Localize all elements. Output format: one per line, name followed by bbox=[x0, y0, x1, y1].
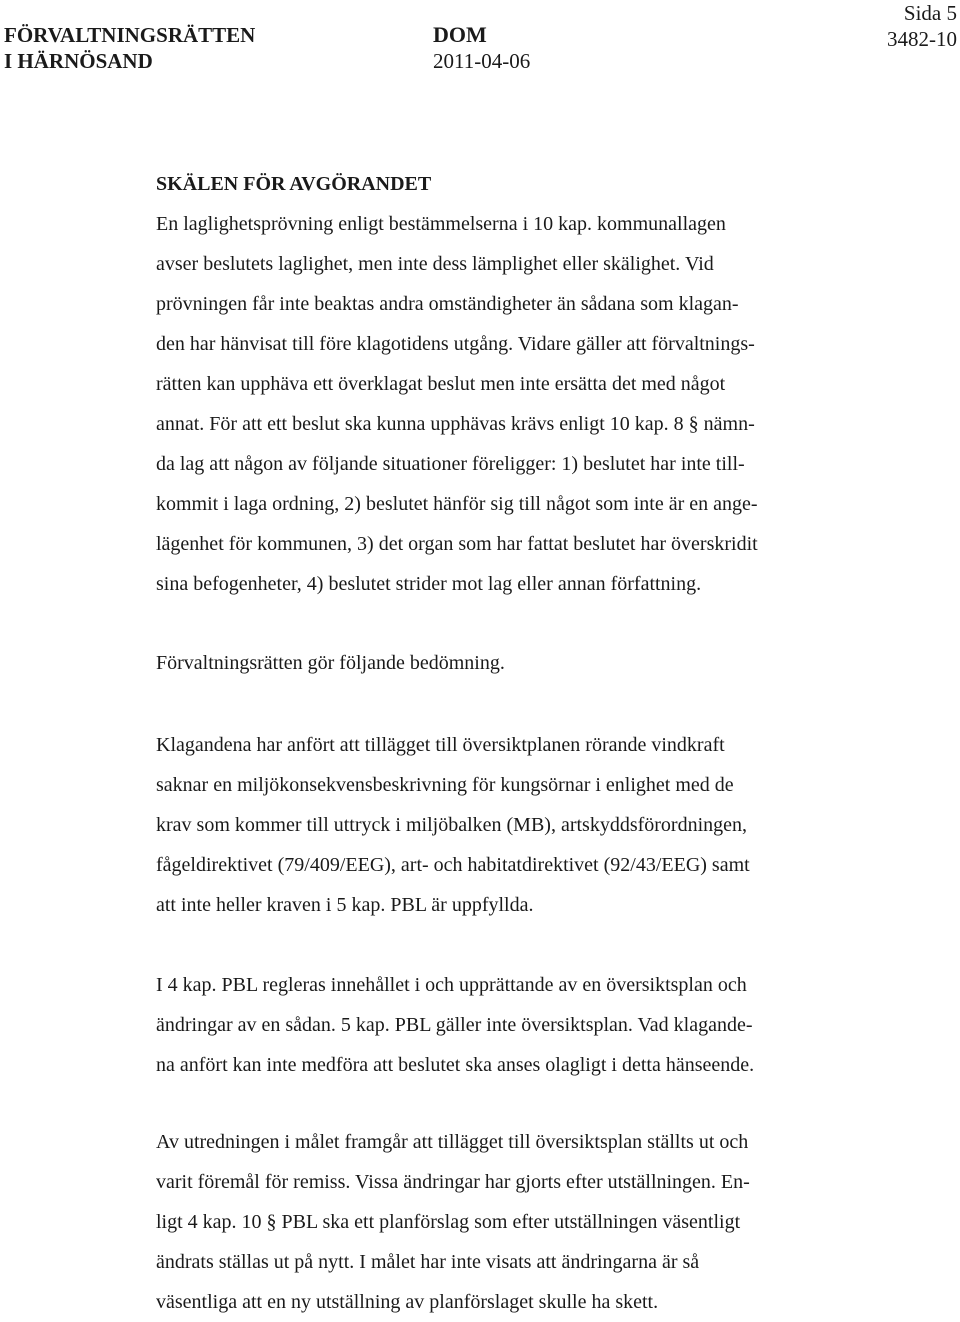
text-line: saknar en miljökonsekvensbeskrivning för kungsörnar i enlighet med de bbox=[156, 774, 734, 796]
text-line: varit föremål för remiss. Vissa ändringar har gjorts efter utställningen. En- bbox=[156, 1171, 750, 1193]
text-line: avser beslutets laglighet, men inte dess lämplighet eller skälighet. Vid bbox=[156, 253, 714, 275]
text-line: krav som kommer till uttryck i miljöbalken (MB), artskyddsförordningen, bbox=[156, 814, 748, 836]
text-line: sina befogenheter, 4) beslutet strider mot lag eller annan författning. bbox=[156, 573, 702, 595]
text-line: I 4 kap. PBL regleras innehållet i och upprättande av en översiktsplan och bbox=[156, 974, 747, 996]
text-line: ändrats ställas ut på nytt. I målet har inte visats att ändringarna är så bbox=[156, 1251, 700, 1273]
text-line: fågeldirektivet (79/409/EEG), art- och habitatdirektivet (92/43/EEG) samt bbox=[156, 854, 750, 876]
text-line: ligt 4 kap. 10 § PBL ska ett planförslag som efter utställningen väsentligt bbox=[156, 1211, 741, 1233]
text-line: Förvaltningsrätten gör följande bedömning. bbox=[156, 652, 505, 674]
text-line: att inte heller kraven i 5 kap. PBL är uppfyllda. bbox=[156, 894, 534, 916]
case-number: 3482-10 bbox=[887, 27, 957, 51]
court-name bbox=[4, 22, 255, 74]
section-heading: SKÄLEN FÖR AVGÖRANDET bbox=[156, 173, 432, 195]
court-name-line-2: I HÄRNÖSAND bbox=[4, 49, 153, 73]
text-line: lägenhet för kommunen, 3) det organ som har fattat beslutet har överskridit bbox=[156, 533, 758, 555]
page-label: Sida 5 bbox=[903, 1, 957, 25]
document-info bbox=[433, 22, 530, 74]
document-type: DOM bbox=[433, 22, 487, 47]
text-line: ändringar av en sådan. 5 kap. PBL gäller inte översiktsplan. Vad klagande- bbox=[156, 1014, 753, 1036]
text-line: da lag att någon av följande situationer föreligger: 1) beslutet har inte till- bbox=[156, 453, 745, 475]
court-name-line-1: FÖRVALTNINGSRÄTTEN bbox=[4, 23, 256, 47]
text-line: En laglighetsprövning enligt bestämmelserna i 10 kap. kommunallagen bbox=[156, 213, 726, 235]
text-line: väsentliga att en ny utställning av planförslaget skulle ha skett. bbox=[156, 1291, 659, 1313]
paragraph-legal-basis bbox=[156, 204, 868, 604]
paragraph-pbl-chapter-4 bbox=[156, 965, 868, 1085]
page-info bbox=[887, 0, 957, 52]
text-line: na anfört kan inte medföra att beslutet ska anses olagligt i detta hänseende. bbox=[156, 1054, 755, 1076]
text-line: annat. För att ett beslut ska kunna upphävas krävs enligt 10 kap. 8 § nämn- bbox=[156, 413, 755, 435]
text-line: rätten kan upphäva ett överklagat beslut men inte ersätta det med något bbox=[156, 373, 726, 395]
paragraph-investigation bbox=[156, 1122, 868, 1322]
text-line: den har hänvisat till före klagotidens utgång. Vidare gäller att förvaltnings- bbox=[156, 333, 755, 355]
text-line: kommit i laga ordning, 2) beslutet hänför sig till något som inte är en ange- bbox=[156, 493, 758, 515]
text-line: Klagandena har anfört att tillägget till översiktplanen rörande vindkraft bbox=[156, 734, 725, 756]
text-line: Av utredningen i målet framgår att tillägget till översiktsplan ställts ut och bbox=[156, 1131, 749, 1153]
paragraph-appellant-claims bbox=[156, 725, 868, 925]
text-line: prövningen får inte beaktas andra omständigheter än sådana som klagan- bbox=[156, 293, 739, 315]
document-date: 2011-04-06 bbox=[433, 49, 531, 73]
paragraph-assessment-intro bbox=[156, 643, 868, 683]
